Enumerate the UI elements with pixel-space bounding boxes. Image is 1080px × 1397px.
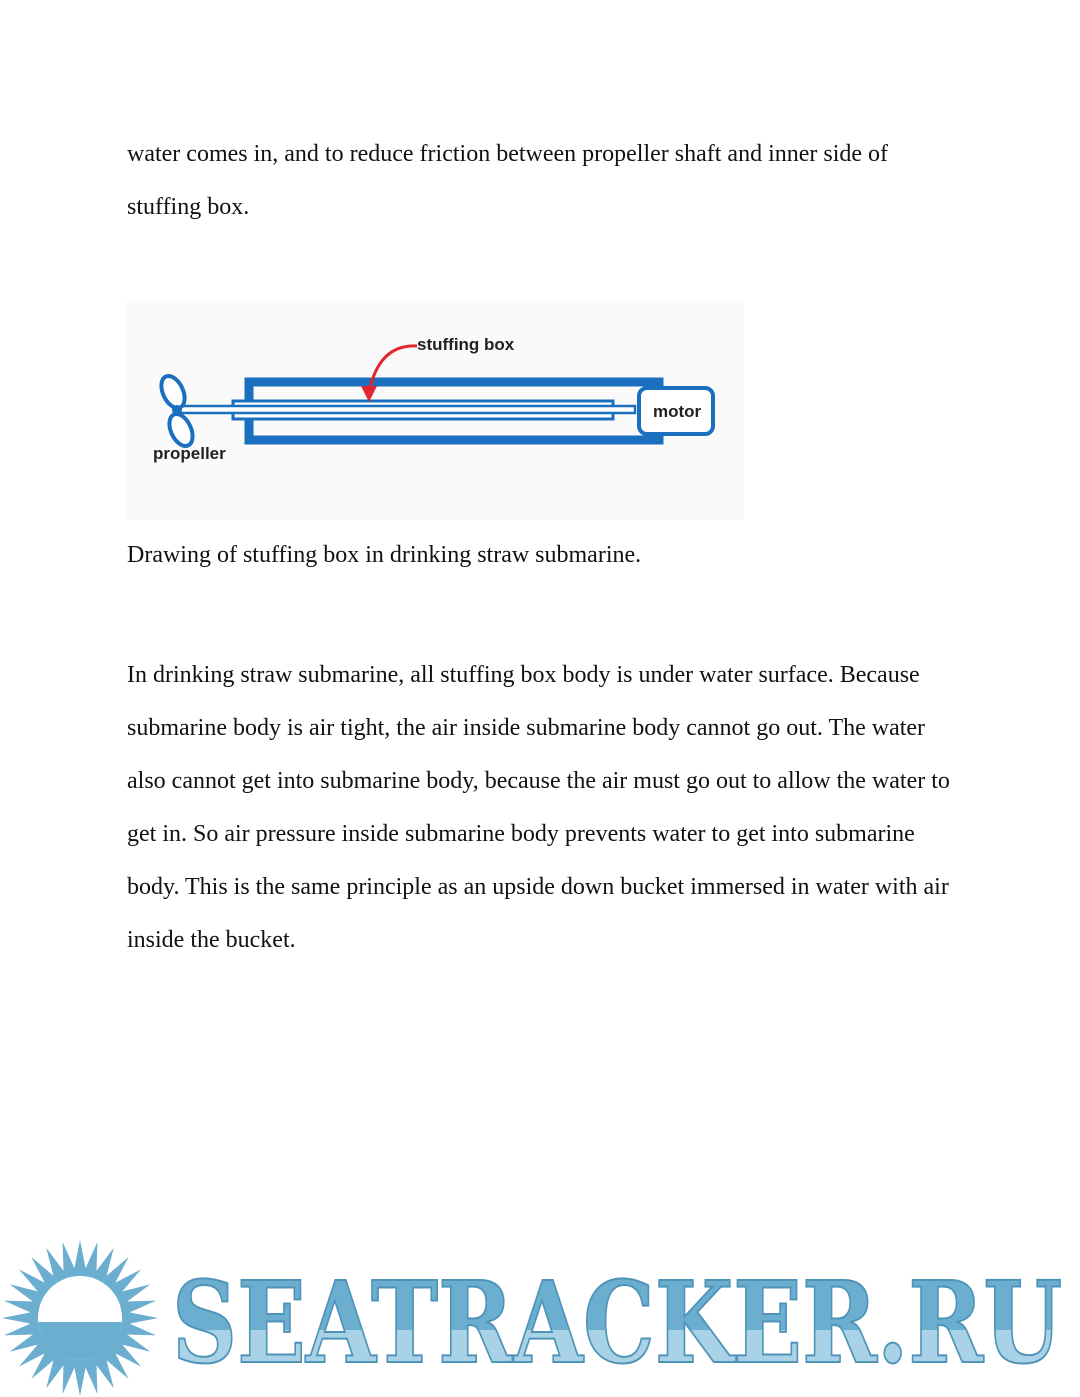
motor-label: motor [653, 402, 702, 421]
stuffing-box-diagram [127, 300, 744, 520]
watermark [0, 1232, 1080, 1397]
figure-caption: Drawing of stuffing box in drinking straw submarine. [127, 542, 642, 568]
propeller-shaft [175, 406, 635, 413]
sun-logo-icon [2, 1240, 158, 1396]
paragraph-body: In drinking straw submarine, all stuffing box body is under water surface. Because submarine body is air tight, the air inside submarine body cannot go out. The water also cannot get into submarine body, because the air must go out to allow the water to get in. So air pressure inside submarine body prevents water to get into submarine body. This is the same principle as an upside down bucket immersed in water with air inside the bucket. [127, 662, 950, 953]
stuffing-box-label: stuffing box [417, 335, 515, 354]
propeller-label: propeller [153, 444, 226, 463]
watermark-text: SEATRACKER.RU [172, 1258, 1062, 1389]
paragraph-continuation: water comes in, and to reduce friction between propeller shaft and inner side of stuffing box. [127, 141, 889, 220]
